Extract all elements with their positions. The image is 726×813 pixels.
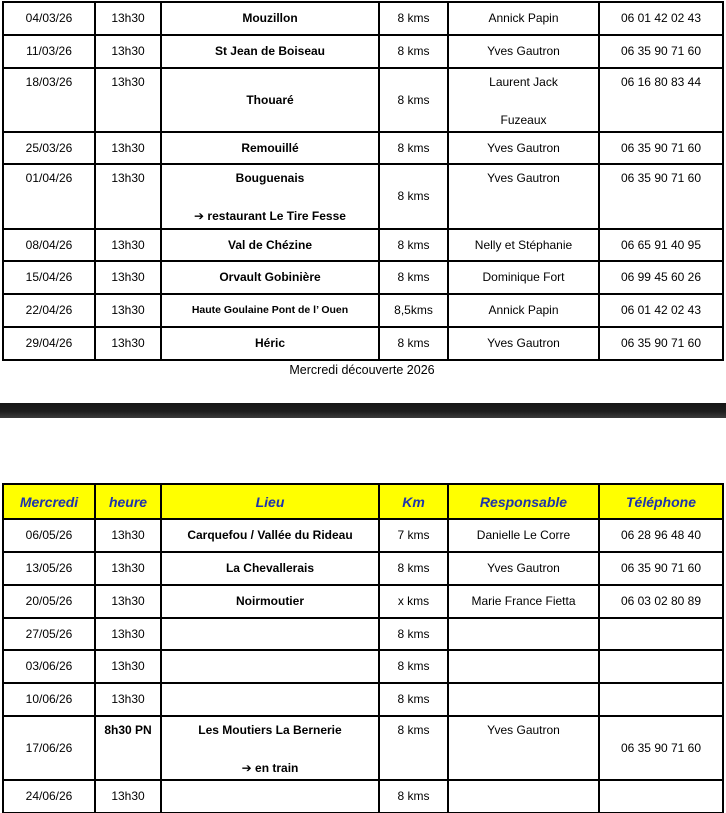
cell-text: 8h30 PN bbox=[104, 723, 152, 737]
table-row bbox=[3, 552, 723, 585]
table-row bbox=[3, 716, 723, 780]
cell-responsable bbox=[448, 261, 599, 294]
cell-text: 06 65 91 40 95 bbox=[620, 237, 702, 252]
cell-text: 13h30 bbox=[111, 75, 145, 89]
cell-text: 13h30 bbox=[111, 692, 145, 706]
cell-mercredi bbox=[3, 229, 95, 261]
cell-heure bbox=[95, 164, 161, 229]
cell-text: 06 03 02 80 89 bbox=[620, 594, 702, 608]
table-row bbox=[3, 585, 723, 618]
column-header-heure: heure bbox=[95, 484, 161, 519]
cell-text: 8 kms bbox=[397, 140, 430, 155]
cell-text: Yves Gautron bbox=[487, 44, 560, 58]
cell-heure bbox=[95, 716, 161, 780]
table-caption: Mercredi découverte 2026 bbox=[289, 363, 435, 377]
cell-text: Marie France Fietta bbox=[471, 594, 576, 608]
cell-text: 8 kms bbox=[397, 11, 430, 25]
cell-text: Yves Gautron bbox=[487, 561, 560, 575]
cell-lieu bbox=[161, 261, 379, 294]
cell-lieu bbox=[161, 68, 379, 132]
cell-text: Yves Gautron bbox=[487, 336, 560, 350]
cell-telephone bbox=[599, 519, 723, 552]
table-row bbox=[3, 650, 723, 683]
cell-text: 8 kms bbox=[397, 723, 430, 737]
cell-text: La Chevallerais bbox=[225, 561, 315, 575]
cell-telephone bbox=[599, 327, 723, 360]
table-row bbox=[3, 519, 723, 552]
cell-text: Nelly et Stéphanie bbox=[474, 237, 573, 252]
cell-text: 06 35 90 71 60 bbox=[620, 140, 702, 155]
cell-text: 06 35 90 71 60 bbox=[620, 740, 702, 755]
cell-text: Bouguenais bbox=[235, 171, 305, 185]
cell-text: 8 kms bbox=[397, 270, 430, 284]
cell-heure bbox=[95, 683, 161, 716]
cell-text: 06 99 45 60 26 bbox=[620, 270, 702, 284]
cell-text: St Jean de Boiseau bbox=[214, 44, 326, 58]
cell-km bbox=[379, 780, 448, 813]
cell-telephone bbox=[599, 585, 723, 618]
cell-km bbox=[379, 229, 448, 261]
cell-text: 11/03/26 bbox=[26, 44, 72, 58]
cell-mercredi bbox=[3, 618, 95, 650]
cell-text: 06 01 42 02 43 bbox=[620, 11, 702, 25]
cell-mercredi bbox=[3, 683, 95, 716]
cell-responsable bbox=[448, 552, 599, 585]
cell-text: 06 01 42 02 43 bbox=[620, 303, 702, 317]
cell-text: 8 kms bbox=[397, 626, 430, 641]
schedule-table-march-april bbox=[2, 1, 724, 361]
cell-responsable bbox=[448, 294, 599, 327]
cell-km bbox=[379, 716, 448, 780]
table-row bbox=[3, 683, 723, 716]
cell-lieu bbox=[161, 780, 379, 813]
cell-text: 8 kms bbox=[397, 336, 430, 350]
cell-telephone bbox=[599, 164, 723, 229]
cell-mercredi bbox=[3, 585, 95, 618]
cell-text: 8 kms bbox=[397, 561, 430, 575]
cell-km bbox=[379, 519, 448, 552]
cell-text: 8,5kms bbox=[394, 303, 433, 317]
cell-text bbox=[165, 188, 375, 207]
table-row bbox=[3, 68, 723, 132]
cell-heure bbox=[95, 618, 161, 650]
cell-telephone bbox=[599, 229, 723, 261]
column-header-telephone: Téléphone bbox=[599, 484, 723, 519]
cell-text: 17/06/26 bbox=[25, 740, 73, 755]
cell-lieu bbox=[161, 519, 379, 552]
cell-lieu bbox=[161, 618, 379, 650]
cell-text: 13h30 bbox=[111, 336, 145, 350]
cell-responsable bbox=[448, 229, 599, 261]
cell-km bbox=[379, 2, 448, 35]
cell-mercredi bbox=[3, 552, 95, 585]
cell-text: Dominique Fort bbox=[482, 270, 565, 284]
cell-lieu bbox=[161, 650, 379, 683]
cell-text: 13h30 bbox=[111, 44, 145, 58]
cell-mercredi bbox=[3, 2, 95, 35]
cell-text: 13h30 bbox=[111, 659, 145, 673]
cell-text: 18/03/26 bbox=[25, 75, 73, 89]
table-row bbox=[3, 2, 723, 35]
cell-text: 08/04/26 bbox=[25, 237, 73, 252]
cell-mercredi bbox=[3, 519, 95, 552]
cell-text bbox=[452, 92, 595, 111]
cell-heure bbox=[95, 780, 161, 813]
cell-mercredi bbox=[3, 650, 95, 683]
cell-responsable bbox=[448, 35, 599, 68]
cell-text: Carquefou / Vallée du Rideau bbox=[187, 528, 353, 542]
cell-text: Yves Gautron bbox=[487, 171, 560, 185]
cell-text: 20/05/26 bbox=[25, 594, 73, 608]
cell-heure bbox=[95, 68, 161, 132]
cell-telephone bbox=[599, 650, 723, 683]
cell-text: Val de Chézine bbox=[227, 237, 313, 252]
cell-telephone bbox=[599, 261, 723, 294]
cell-text: 06 28 96 48 40 bbox=[620, 528, 702, 542]
cell-mercredi bbox=[3, 132, 95, 164]
table-row bbox=[3, 618, 723, 650]
cell-text: 25/03/26 bbox=[25, 140, 73, 155]
cell-text: x kms bbox=[397, 594, 430, 608]
cell-responsable bbox=[448, 716, 599, 780]
cell-mercredi bbox=[3, 261, 95, 294]
cell-km bbox=[379, 327, 448, 360]
cell-text: 06/05/26 bbox=[25, 528, 73, 542]
cell-text: 06 35 90 71 60 bbox=[620, 336, 702, 350]
cell-text: Annick Papin bbox=[488, 11, 559, 25]
cell-km bbox=[379, 552, 448, 585]
cell-text: 13h30 bbox=[111, 528, 145, 542]
cell-text: 06 16 80 83 44 bbox=[620, 75, 702, 89]
cell-text bbox=[165, 740, 375, 759]
cell-responsable bbox=[448, 585, 599, 618]
cell-text: 24/06/26 bbox=[25, 789, 73, 803]
table-row bbox=[3, 35, 723, 68]
cell-text: Les Moutiers La Bernerie bbox=[198, 723, 342, 737]
cell-lieu bbox=[161, 585, 379, 618]
cell-text: 8 kms bbox=[397, 692, 430, 706]
cell-text: 13h30 bbox=[111, 270, 145, 284]
cell-heure bbox=[95, 519, 161, 552]
cell-responsable bbox=[448, 2, 599, 35]
cell-telephone bbox=[599, 294, 723, 327]
cell-heure bbox=[95, 552, 161, 585]
cell-lieu bbox=[161, 294, 379, 327]
cell-mercredi bbox=[3, 716, 95, 780]
cell-heure bbox=[95, 294, 161, 327]
cell-text: Remouillé bbox=[241, 140, 299, 155]
cell-text: 29/04/26 bbox=[25, 336, 73, 350]
cell-text: 15/04/26 bbox=[25, 270, 73, 284]
cell-responsable bbox=[448, 327, 599, 360]
cell-text: Mouzillon bbox=[242, 11, 298, 25]
cell-text: Annick Papin bbox=[488, 303, 559, 317]
column-header-mercredi: Mercredi bbox=[3, 484, 95, 519]
cell-km bbox=[379, 683, 448, 716]
column-header-lieu: Lieu bbox=[161, 484, 379, 519]
column-header-km: Km bbox=[379, 484, 448, 519]
table-row bbox=[3, 327, 723, 360]
cell-text: Noirmoutier bbox=[235, 594, 304, 608]
cell-heure bbox=[95, 261, 161, 294]
cell-telephone bbox=[599, 552, 723, 585]
cell-mercredi bbox=[3, 780, 95, 813]
cell-text: 8 kms bbox=[397, 237, 430, 252]
table-row bbox=[3, 132, 723, 164]
table-row bbox=[3, 229, 723, 261]
cell-telephone bbox=[599, 68, 723, 132]
cell-heure bbox=[95, 35, 161, 68]
cell-responsable bbox=[448, 164, 599, 229]
cell-heure bbox=[95, 650, 161, 683]
page-break-bar bbox=[0, 403, 726, 418]
cell-text: Danielle Le Corre bbox=[476, 528, 571, 542]
cell-telephone bbox=[599, 780, 723, 813]
header-row bbox=[3, 484, 723, 519]
cell-lieu bbox=[161, 716, 379, 780]
cell-heure bbox=[95, 229, 161, 261]
cell-text: 06 35 90 71 60 bbox=[620, 44, 702, 58]
cell-heure bbox=[95, 327, 161, 360]
table-row bbox=[3, 780, 723, 813]
schedule-table bbox=[2, 1, 724, 361]
cell-text: 13h30 bbox=[111, 789, 145, 803]
cell-lieu bbox=[161, 2, 379, 35]
cell-mercredi bbox=[3, 327, 95, 360]
cell-text: 01/04/26 bbox=[25, 171, 73, 185]
table-row bbox=[3, 261, 723, 294]
cell-km bbox=[379, 585, 448, 618]
cell-text: 7 kms bbox=[397, 528, 430, 542]
cell-km bbox=[379, 35, 448, 68]
cell-lieu bbox=[161, 132, 379, 164]
cell-text: 13h30 bbox=[111, 11, 145, 25]
cell-text: ➔ restaurant Le Tire Fesse bbox=[194, 209, 346, 223]
cell-km bbox=[379, 618, 448, 650]
cell-text: 13h30 bbox=[111, 561, 145, 575]
cell-text: 8 kms bbox=[397, 92, 430, 107]
cell-text: 27/05/26 bbox=[25, 626, 73, 641]
cell-text: 13h30 bbox=[111, 303, 145, 317]
cell-text: 13h30 bbox=[111, 594, 145, 608]
cell-responsable bbox=[448, 650, 599, 683]
cell-lieu bbox=[161, 552, 379, 585]
column-header-responsable: Responsable bbox=[448, 484, 599, 519]
cell-km bbox=[379, 132, 448, 164]
cell-text: Fuzeaux bbox=[500, 113, 547, 127]
cell-lieu bbox=[161, 327, 379, 360]
cell-text: 22/04/26 bbox=[25, 303, 73, 317]
cell-text: 13/05/26 bbox=[25, 561, 73, 575]
cell-telephone bbox=[599, 35, 723, 68]
cell-text: 13h30 bbox=[111, 140, 145, 155]
cell-text: 13h30 bbox=[111, 237, 145, 252]
cell-text: 13h30 bbox=[111, 626, 145, 641]
cell-text: 8 kms bbox=[397, 659, 430, 673]
cell-km bbox=[379, 294, 448, 327]
cell-telephone bbox=[599, 618, 723, 650]
cell-lieu bbox=[161, 229, 379, 261]
cell-text: 13h30 bbox=[111, 171, 145, 185]
cell-mercredi bbox=[3, 35, 95, 68]
cell-mercredi bbox=[3, 68, 95, 132]
cell-text: 06 35 90 71 60 bbox=[620, 561, 702, 575]
cell-text: Yves Gautron bbox=[487, 723, 560, 737]
cell-responsable bbox=[448, 618, 599, 650]
cell-text: Orvault Gobinière bbox=[219, 270, 321, 284]
cell-mercredi bbox=[3, 294, 95, 327]
cell-text: Yves Gautron bbox=[487, 140, 560, 155]
cell-mercredi bbox=[3, 164, 95, 229]
table-row bbox=[3, 164, 723, 229]
cell-text: 04/03/26 bbox=[25, 11, 73, 25]
cell-text: 10/06/26 bbox=[25, 692, 73, 706]
cell-text: ➔ en train bbox=[241, 761, 299, 775]
cell-lieu bbox=[161, 35, 379, 68]
cell-responsable bbox=[448, 519, 599, 552]
cell-lieu bbox=[161, 683, 379, 716]
cell-km bbox=[379, 164, 448, 229]
cell-responsable bbox=[448, 132, 599, 164]
cell-text: 8 kms bbox=[397, 789, 430, 803]
cell-heure bbox=[95, 585, 161, 618]
cell-text: 8 kms bbox=[397, 189, 430, 203]
cell-heure bbox=[95, 132, 161, 164]
cell-text: Haute Goulaine Pont de l’ Ouen bbox=[191, 304, 349, 316]
cell-text: Héric bbox=[254, 336, 286, 350]
schedule-table bbox=[2, 483, 724, 813]
cell-telephone bbox=[599, 683, 723, 716]
cell-text: 8 kms bbox=[397, 44, 430, 58]
cell-text: Thouaré bbox=[246, 92, 294, 107]
cell-telephone bbox=[599, 132, 723, 164]
table-row bbox=[3, 294, 723, 327]
cell-km bbox=[379, 261, 448, 294]
cell-responsable bbox=[448, 780, 599, 813]
cell-km bbox=[379, 650, 448, 683]
cell-text: Laurent Jack bbox=[489, 75, 558, 89]
cell-km bbox=[379, 68, 448, 132]
cell-text: 03/06/26 bbox=[25, 659, 73, 673]
cell-heure bbox=[95, 2, 161, 35]
cell-telephone bbox=[599, 716, 723, 780]
cell-lieu bbox=[161, 164, 379, 229]
schedule-table-may-june bbox=[2, 483, 724, 813]
cell-telephone bbox=[599, 2, 723, 35]
cell-text: 06 35 90 71 60 bbox=[620, 171, 702, 185]
cell-responsable bbox=[448, 68, 599, 132]
cell-responsable bbox=[448, 683, 599, 716]
